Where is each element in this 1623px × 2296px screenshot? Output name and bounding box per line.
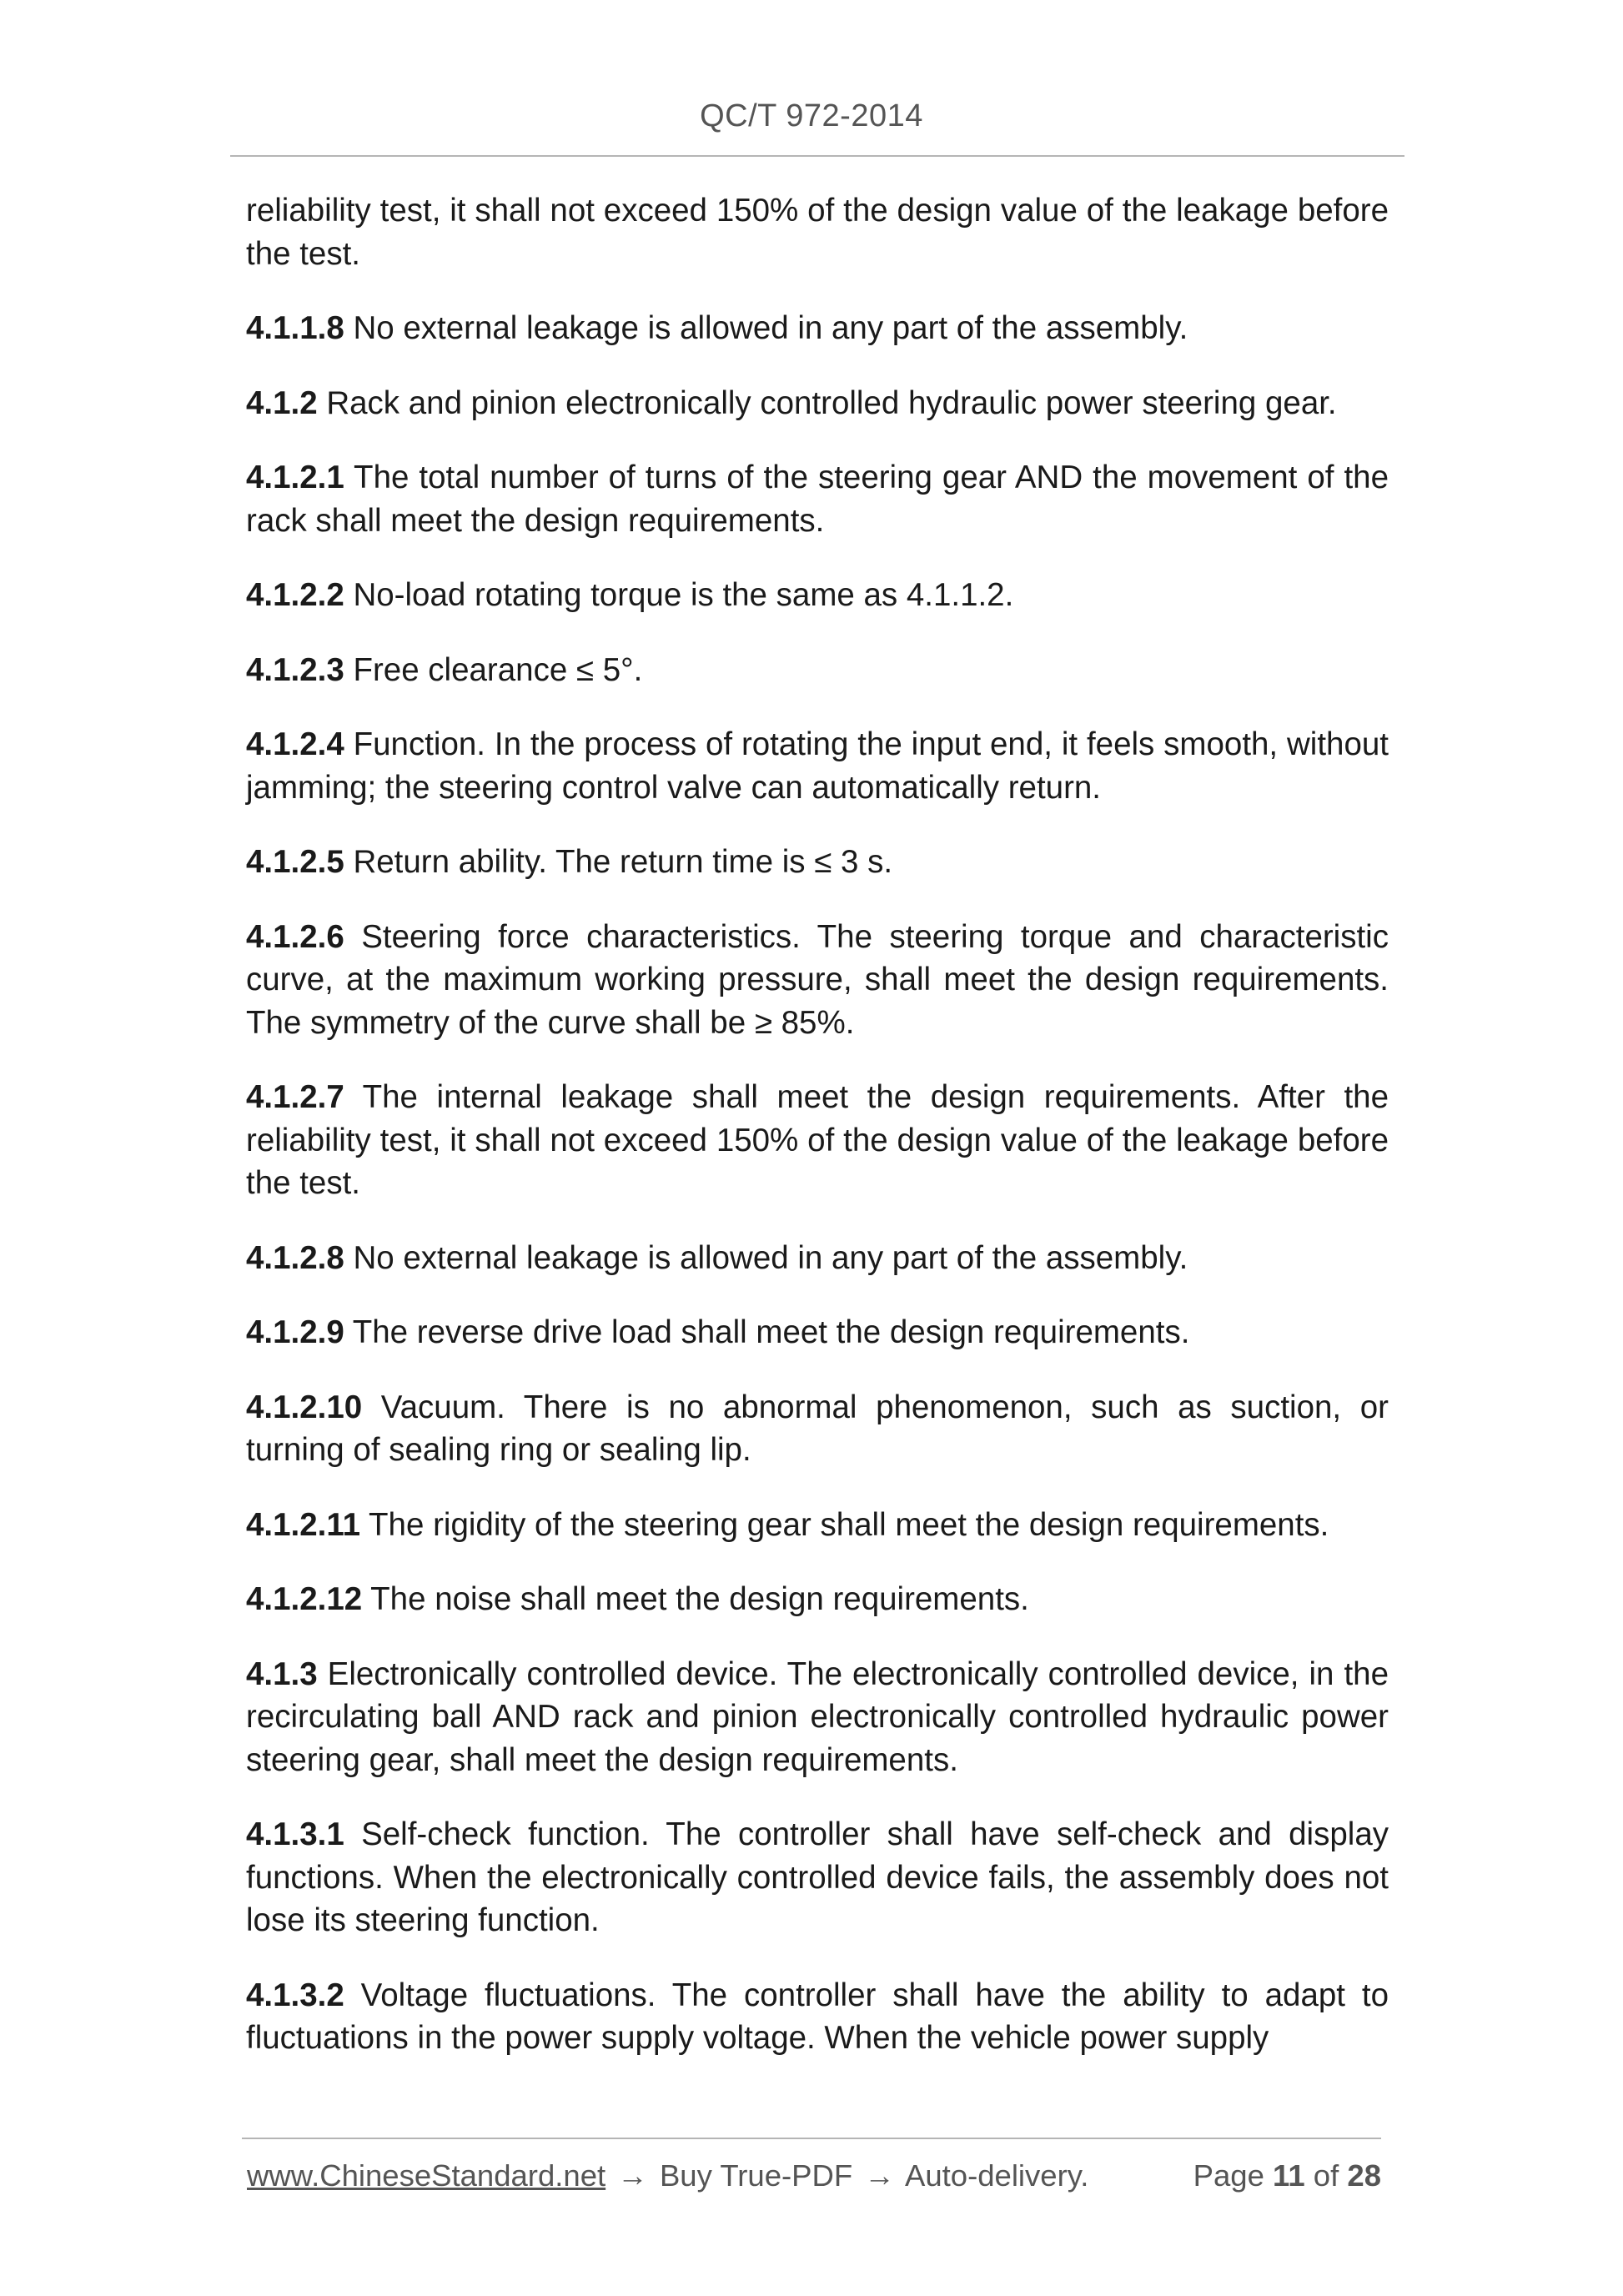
paragraph-4-1-3 (246, 1653, 1389, 1782)
buy-pdf-text: Buy True-PDF (659, 2158, 853, 2193)
clause-number: 4.1.2.1 (246, 460, 344, 495)
paragraph-text: The reverse drive load shall meet the design requirements. (344, 1314, 1190, 1350)
clause-number: 4.1.2 (246, 384, 318, 421)
arrow-right-icon: → (864, 2158, 895, 2193)
page-total-number: 28 (1347, 2158, 1381, 2193)
paragraph-4-1-2 (246, 382, 1389, 425)
of-label: of (1313, 2158, 1339, 2193)
clause-number: 4.1.3.1 (246, 1816, 344, 1852)
clause-number: 4.1.2.2 (246, 577, 344, 613)
paragraph-4-1-2-4 (246, 723, 1389, 809)
page-footer (247, 2158, 1381, 2193)
paragraph-4-1-3-2 (246, 1974, 1389, 2060)
paragraph-text: The rigidity of the steering gear shall meet the design requirements. (360, 1506, 1329, 1543)
page-indicator (1193, 2158, 1381, 2193)
paragraph-text: reliability test, it shall not exceed 150% of the design value of the leakage before the test. (246, 193, 1389, 272)
clause-number: 4.1.2.9 (246, 1314, 344, 1350)
page-label: Page (1193, 2158, 1264, 2193)
paragraph-4-1-2-8 (246, 1237, 1389, 1280)
paragraph-text: Rack and pinion electronically controlled hydraulic power steering gear. (317, 384, 1337, 421)
clause-number: 4.1.2.6 (246, 918, 344, 955)
clause-number: 4.1.2.7 (246, 1079, 344, 1115)
paragraph-text: Voltage fluctuations. The controller shall have the ability to adapt to fluctuations in the power supply voltage. When the vehicle power supply (246, 1977, 1389, 2056)
paragraph-4-1-2-1 (246, 456, 1389, 542)
paragraph-text: The total number of turns of the steering gear AND the movement of the rack shall meet the design requirements. (246, 460, 1389, 539)
clause-number: 4.1.2.8 (246, 1239, 344, 1276)
paragraph-text: No-load rotating torque is the same as 4.1.1.2. (344, 577, 1014, 613)
paragraph-text: The internal leakage shall meet the design requirements. After the reliability test, it shall not exceed 150% of the design value of the leakage before the test. (246, 1079, 1389, 1201)
clause-number: 4.1.2.10 (246, 1389, 363, 1425)
footer-divider (242, 2138, 1381, 2139)
clause-number: 4.1.2.11 (246, 1506, 361, 1543)
paragraph-text: Free clearance ≤ 5°. (344, 651, 643, 688)
paragraph-text: The noise shall meet the design requirements. (362, 1581, 1029, 1617)
paragraph-4-1-2-10 (246, 1386, 1389, 1472)
paragraph-text: Electronically controlled device. The electronically controlled device, in the recirculating ball AND rack and pinion electronically controlled hydraulic power steering gear, shall meet the design requirements. (246, 1655, 1389, 1778)
website-link[interactable]: www.ChineseStandard.net (247, 2158, 606, 2193)
paragraph-4-1-1-8 (246, 307, 1389, 350)
paragraph-4-1-2-5 (246, 841, 1389, 884)
page-current-number: 11 (1273, 2158, 1305, 2193)
paragraph-4-1-2-12 (246, 1578, 1389, 1621)
paragraph-text: No external leakage is allowed in any part of the assembly. (344, 310, 1188, 346)
auto-delivery-text: Auto-delivery. (904, 2158, 1089, 2193)
document-header-title: QC/T 972-2014 (700, 98, 923, 133)
clause-number: 4.1.2.12 (246, 1581, 363, 1617)
clause-number: 4.1.2.4 (246, 726, 344, 762)
clause-number: 4.1.3.2 (246, 1977, 344, 2013)
paragraph-text: Self-check function. The controller shall have self-check and display functions. When the electronically controlled device fails, the assembly does not lose its steering function. (246, 1816, 1389, 1938)
paragraph-text: No external leakage is allowed in any part of the assembly. (344, 1239, 1188, 1276)
clause-number: 4.1.1.8 (246, 310, 344, 346)
arrow-right-icon: → (617, 2158, 648, 2193)
paragraph-4-1-2-6 (246, 916, 1389, 1045)
clause-number: 4.1.3 (246, 1655, 318, 1692)
header-divider (230, 155, 1404, 157)
paragraph-text: Return ability. The return time is ≤ 3 s. (344, 844, 893, 880)
clause-number: 4.1.2.5 (246, 844, 344, 880)
paragraph-4-1-2-2 (246, 574, 1389, 617)
paragraph-4-1-2-9 (246, 1311, 1389, 1354)
paragraph-4-1-2-3 (246, 649, 1389, 692)
paragraph-text: Steering force characteristics. The steering torque and characteristic curve, at the maximum working pressure, shall meet the design requirements. The symmetry of the curve shall be ≥ 85%. (246, 918, 1389, 1041)
document-body (246, 189, 1389, 2092)
paragraph-4-1-2-11 (246, 1504, 1389, 1547)
paragraph-4-1-3-1 (246, 1813, 1389, 1942)
paragraph-continued (246, 189, 1389, 275)
paragraph-text: Vacuum. There is no abnormal phenomenon, such as suction, or turning of sealing ring or sealing lip. (246, 1389, 1389, 1468)
paragraph-text: Function. In the process of rotating the input end, it feels smooth, without jamming; the steering control valve can automatically return. (246, 726, 1389, 806)
clause-number: 4.1.2.3 (246, 651, 344, 688)
paragraph-4-1-2-7 (246, 1076, 1389, 1205)
